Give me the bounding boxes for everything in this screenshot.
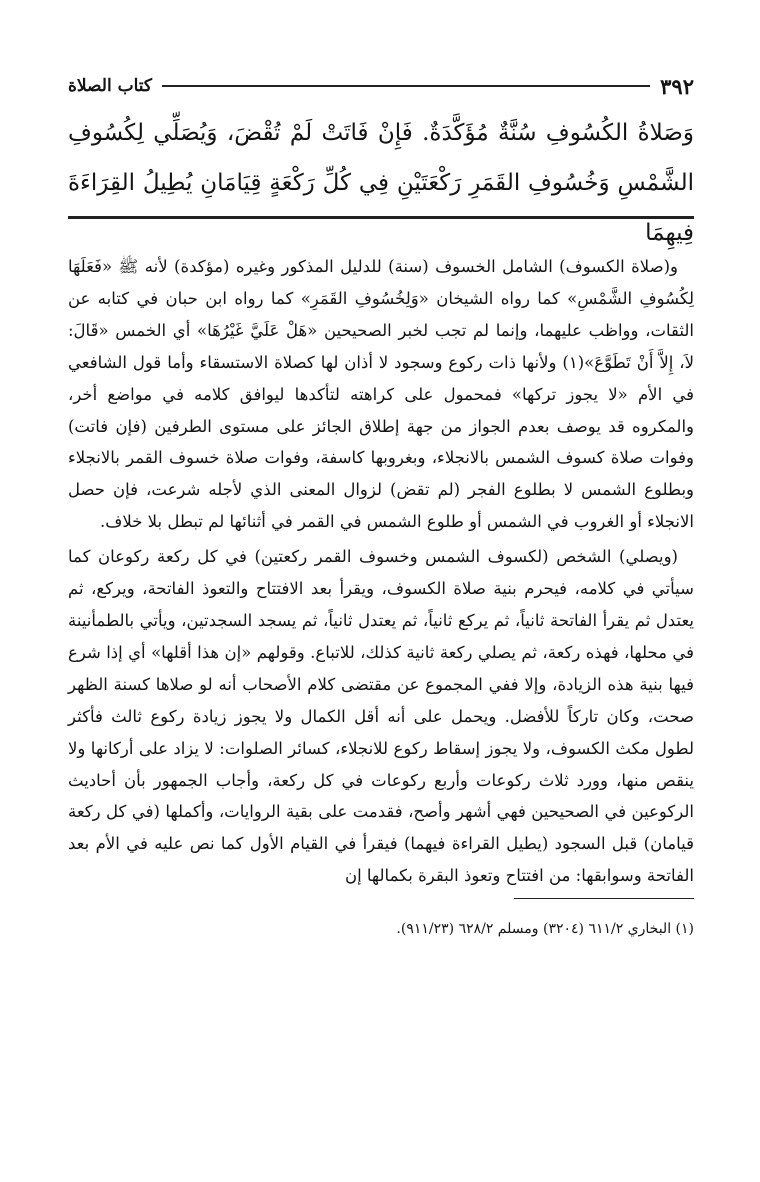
matn-divider [68,216,694,219]
page-number: ٣٩٢ [660,73,694,99]
commentary-paragraph-1: و(صلاة الكسوف) الشامل الخسوف (سنة) للدليل المذكور وغيره (مؤكدة) لأنه ﷺ «فَعَلَهَا لِكُسُوفِ الشَّمْسِ» كما رواه الشيخان «وَلِخُسُوفِ القَمَرِ» كما رواه ابن حبان في كتابه عن الثقات، وواظب عليهما، وإنما لم تجب لخبر الصحيحين «هَلْ عَلَيَّ غَيْرُهَا» أي الخمس «قَالَ: لاَ، إِلاَّ أَنْ تَطَوَّعَ»(١) ولأنها ذات ركوع وسجود لا أذان لها كصلاة الاستسقاء وأما قول الشافعي في الأم «لا يجوز تركها» فمحمول على كراهته لتأكدها ليوافق كلامه في مواضع أخر، والمكروه قد يوصف بعدم الجواز من جهة إطلاق الجائز على مستوى الطرفين (فإن فاتت) وفوات صلاة كسوف الشمس بالانجلاء، وبغروبها كاسفة، وفوات صلاة خسوف القمر بالانجلاء وبطلوع الشمس لا بطلوع الفجر (لم تقض) لزوال المعنى الذي لأجله شرعت، فإن حصل الانجلاء أو الغروب في الشمس أو طلوع الشمس في القمر في أثنائها لم تبطل بلا خلاف. [68,257,694,532]
header-rule [162,85,650,87]
footnote-divider [514,898,694,899]
book-title: كتاب الصلاة [68,76,153,96]
commentary-paragraph-2: (ويصلي) الشخص (لكسوف الشمس وخسوف القمر ركعتين) في كل ركعة ركوعان كما سيأتي في كلامه، فيحرم بنية صلاة الكسوف، ويقرأ بعد الافتتاح والتعوذ الفاتحة، ويركع، ثم يعتدل ثم يقرأ الفاتحة ثانياً، ثم يركع ثانياً، ثم يعتدل ثانياً، ثم يسجد السجدتين، ويأتي بالطمأنينة في محلها، فهذه ركعة، ثم يصلي ركعة ثانية كذلك، للاتباع. وقولهم «إن هذا أقلها» أي إذا شرع فيها بنية هذه الزيادة، وإلا ففي المجموع عن مقتضى كلام الأصحاب أنه لو صلاها كسنة الظهر صحت، وكان تاركاً للأفضل. ويحمل على أنه أقل الكمال ولا يجوز زيادة ركوع ثالث فأكثر لطول مكث الكسوف، ولا يجوز إسقاط ركوع للانجلاء، كسائر الصلوات: لا يزاد على أركانها ولا ينقص منها، وورد ثلاث ركوعات وأربع ركوعات في كل ركعة، وأجاب الجمهور بأن أحاديث الركوعين في الصحيحين فهي أشهر وأصح، فقدمت على بقية الروايات، وأكملها (في كل ركعة قيامان) قبل السجود (يطيل القراءة فيهما) فيقرأ في القيام الأول كما نص عليه في الأم بعد الفاتحة وسوابقها: من افتتاح وتعوذ البقرة بكمالها إن [68,547,694,886]
page-header [68,70,694,102]
matn-text: وَصَلاةُ الكُسُوفِ سُنَّةٌ مُؤَكَّدَةٌ. فَإِنْ فَاتَتْ لَمْ تُقْضَ، وَيُصَلِّي لِكُسُوفِ الشَّمْسِ وَخُسُوفِ القَمَرِ رَكْعَتَيْنِ فِي كُلِّ رَكْعَةٍ قِيَامَانِ يُطِيلُ القِرَاءَةَ فِيهِمَا [68,120,694,246]
book-page [68,70,694,937]
commentary [68,251,694,892]
footnote: (١) البخاري ٦١١/٢ (٣٢٠٤) ومسلم ٦٢٨/٢ (٩١١/٢٣). [396,921,694,938]
